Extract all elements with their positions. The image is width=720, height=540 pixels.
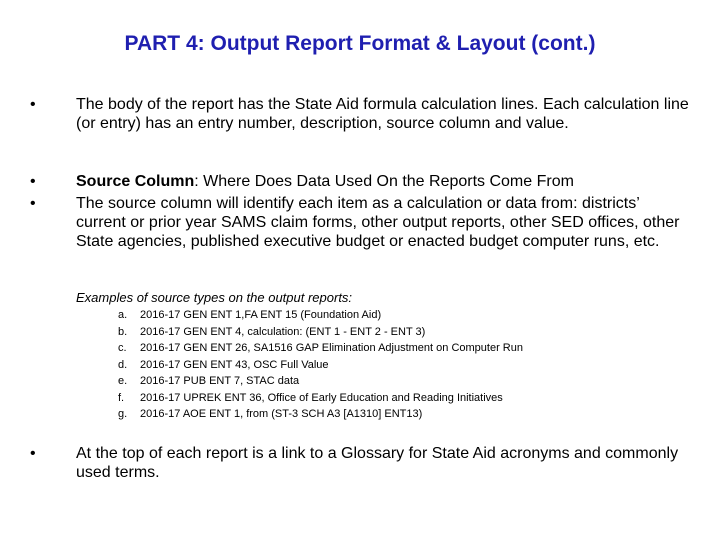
list-item-text: 2016-17 GEN ENT 26, SA1516 GAP Elimination Adjustment on Computer Run — [140, 342, 523, 354]
list-item — [118, 357, 708, 374]
source-column-label: Source Column — [76, 173, 195, 190]
list-item-text: 2016-17 PUB ENT 7, STAC data — [140, 375, 300, 387]
list-item-letter: b. — [118, 325, 128, 338]
list-item — [118, 373, 708, 390]
list-item-letter: a. — [118, 309, 128, 321]
list-item-letter: f. — [118, 391, 125, 404]
list-item-text: 2016-17 AOE ENT 1, from (ST-3 SCH A3 [A1310] ENT13) — [140, 408, 423, 420]
bullet-text — [76, 172, 690, 191]
list-item-letter: c. — [118, 342, 127, 354]
list-item — [118, 390, 708, 407]
list-item-letter: g. — [118, 408, 128, 420]
bullet-text: At the top of each report is a link to a Glossary for State Aid acronyms and commonly used terms. — [76, 445, 679, 481]
bullet-marker: • — [30, 173, 36, 190]
bullet-marker: • — [30, 195, 36, 212]
bullet-glossary-link — [30, 444, 690, 482]
page-title: PART 4: Output Report Format & Layout (cont.) — [124, 32, 596, 55]
list-item-text: 2016-17 UPREK ENT 36, Office of Early Education and Reading Initiatives — [140, 391, 503, 404]
bullet-report-body — [30, 95, 690, 133]
bullet-text: The body of the report has the State Aid formula calculation lines. Each calculation line (or entry) has an entry number, description, source column and value. — [76, 96, 689, 132]
list-item-text: 2016-17 GEN ENT 1,FA ENT 15 (Foundation Aid) — [140, 309, 382, 321]
list-item-text: 2016-17 GEN ENT 43, OSC Full Value — [140, 358, 329, 371]
list-item — [118, 324, 708, 341]
bullet-marker: • — [30, 96, 36, 113]
list-item — [118, 307, 708, 324]
source-column-description: : Where Does Data Used On the Reports Come From — [194, 173, 574, 190]
examples-heading: Examples of source types on the output reports: — [76, 290, 353, 305]
bullet-marker: • — [30, 445, 36, 462]
list-item-text: 2016-17 GEN ENT 4, calculation: (ENT 1 - ENT 2 - ENT 3) — [140, 325, 426, 338]
bullet-source-identification — [30, 194, 690, 251]
list-item-letter: e. — [118, 375, 128, 387]
bullet-text: The source column will identify each item as a calculation or data from: districts’ current or prior year SAMS claim forms, other output reports, other SED offices, other State agencies, published executive budget or enacted budget computer runs, etc. — [76, 195, 680, 250]
examples-list — [118, 307, 708, 423]
list-item — [118, 340, 708, 357]
list-item — [118, 406, 708, 423]
bullet-source-column — [30, 172, 690, 191]
list-item-letter: d. — [118, 358, 128, 371]
